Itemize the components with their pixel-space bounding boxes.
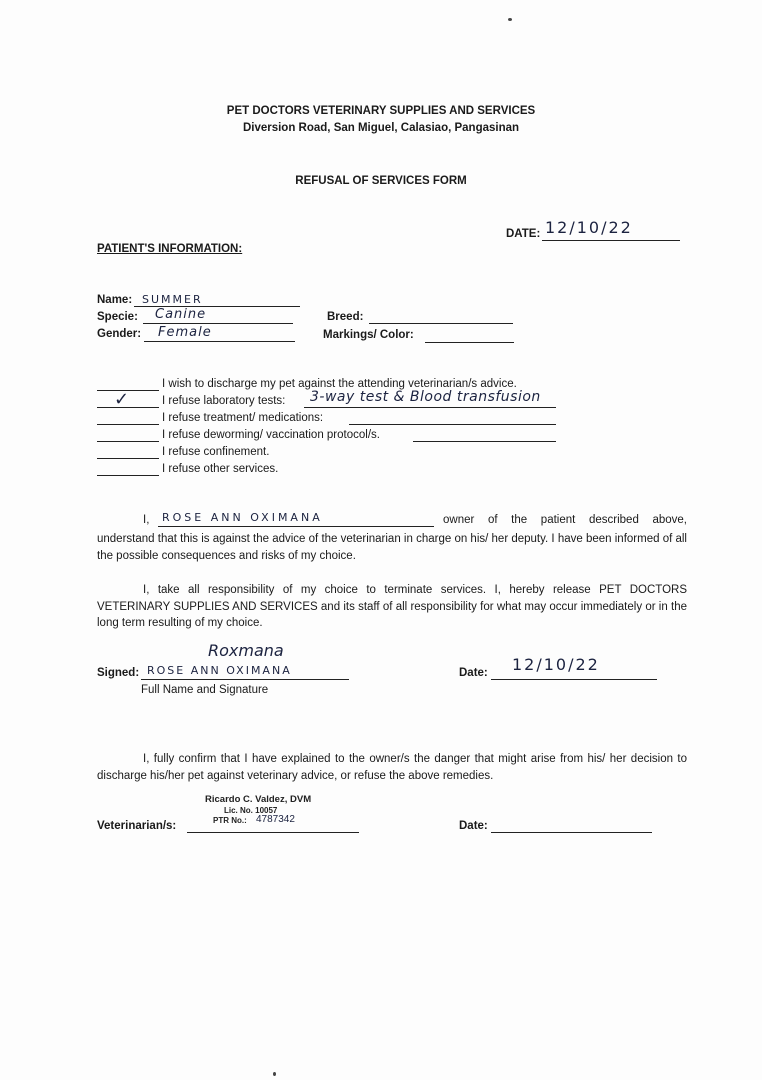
breed-line [369, 323, 513, 324]
signed-label: Signed: [97, 667, 140, 679]
refusal-text: I refuse other services. [162, 463, 279, 475]
gender-line [144, 341, 295, 342]
refusal-text: I refuse confinement. [162, 446, 270, 458]
company-address: Diversion Road, San Miguel, Calasiao, Pangasinan [242, 122, 520, 134]
signed-date-line [491, 679, 657, 680]
gender-label: Gender: [97, 328, 142, 340]
detail-line [349, 424, 556, 425]
date-label: DATE: [506, 228, 541, 240]
owner-signature: Roxmana [208, 641, 284, 660]
specie-label: Specie: [97, 311, 138, 323]
statement-line1-suffix: owner of the patient described above, [443, 514, 687, 526]
gender-value: Female [158, 325, 212, 340]
veterinarian-line [187, 832, 359, 833]
confirm-paragraph: I, fully confirm that I have explained to the owner/s the danger that might arise from his/ her decision to discharge his/her pet against veterinary advice, or refuse the above remedies. [97, 753, 687, 782]
refusal-detail: 3-way test & Blood transfusion [310, 389, 541, 405]
detail-line [413, 441, 556, 442]
vet-stamp-name: Ricardo C. Valdez, DVM [205, 794, 312, 805]
owner-name: ROSE ANN OXIMANA [162, 511, 323, 524]
signed-date-label: Date: [459, 667, 488, 679]
checkbox-line [97, 424, 159, 425]
veterinarian-label: Veterinarian/s: [97, 820, 177, 832]
patient-section-label: PATIENT'S INFORMATION: [97, 243, 243, 255]
vet-date-line [491, 832, 652, 833]
checkbox-line [97, 475, 159, 476]
form-title: REFUSAL OF SERVICES FORM [295, 175, 467, 187]
markings-label: Markings/ Color: [323, 329, 414, 341]
scan-speck [273, 1072, 276, 1076]
company-name: PET DOCTORS VETERINARY SUPPLIES AND SERVICES [226, 105, 536, 117]
check-mark: ✓ [114, 389, 132, 410]
refusal-text: I wish to discharge my pet against the attending veterinarian/s advice. [162, 378, 517, 390]
refusal-text: I refuse laboratory tests: [162, 395, 286, 407]
refusal-text: I refuse deworming/ vaccination protocol/s. [162, 429, 380, 441]
specie-value: Canine [155, 307, 207, 322]
statement-paragraph-2: I, take all responsibility of my choice to terminate services. I, hereby release PET DOCTORS VETERINARY SUPPLIES AND SERVICES and its staff of all responsibility for what may occur immediately or in the long term resulting of my choice. [97, 584, 687, 629]
markings-line [425, 342, 514, 343]
signed-line [141, 679, 349, 680]
checkbox-line [97, 441, 159, 442]
date-line [542, 240, 680, 241]
statement-prefix: I, [143, 514, 150, 526]
signed-date-value: 12/10/22 [512, 655, 600, 674]
refusal-text: I refuse treatment/ medications: [162, 412, 324, 424]
name-label: Name: [97, 294, 133, 306]
vet-stamp-ptr-value: 4787342 [256, 814, 295, 825]
vet-stamp-ptr-label: PTR No.: [213, 816, 247, 825]
name-value: SUMMER [142, 293, 203, 306]
vet-date-label: Date: [459, 820, 488, 832]
checkbox-line [97, 458, 159, 459]
signed-caption: Full Name and Signature [141, 684, 269, 696]
specie-line [143, 323, 293, 324]
vet-stamp-license: Lic. No. 10057 [224, 806, 278, 815]
date-value: 12/10/22 [545, 218, 633, 237]
signed-name: ROSE ANN OXIMANA [147, 664, 292, 677]
detail-line [304, 407, 556, 408]
statement-paragraph-1: understand that this is against the advice of the veterinarian in charge on his/ her deputy. I have been informed of all the possible consequences and risks of my choice. [97, 533, 687, 562]
breed-label: Breed: [327, 311, 364, 323]
scan-speck [508, 18, 512, 21]
owner-name-line [158, 526, 434, 527]
